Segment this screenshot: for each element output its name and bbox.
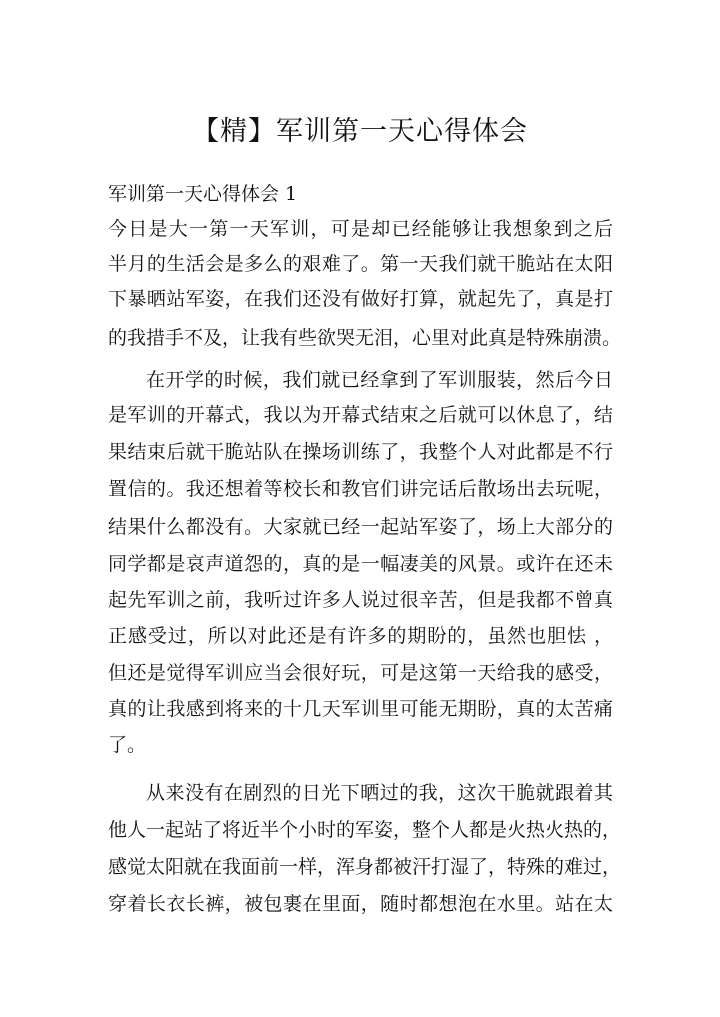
- section-heading: 军训第一天心得体会 1: [108, 183, 298, 205]
- text-line: 在开学的时候，我们就已经拿到了军训服装，然后今日: [146, 369, 613, 391]
- text-line: 感觉太阳就在我面前一样，浑身都被汗打湿了，特殊的难过，: [108, 856, 622, 878]
- text-line: 的我措手不及，让我有些欲哭无泪，心里对此真是特殊崩溃。: [108, 327, 622, 349]
- text-line: 结果什么都没有。大家就已经一起站军姿了，场上大部分的: [108, 516, 613, 538]
- text-line: 起先军训之前，我听过许多人说过很辛苦，但是我都不曾真: [108, 589, 613, 611]
- text-line: 今日是大一第一天军训，可是却已经能够让我想象到之后: [108, 218, 613, 240]
- text-line: 他人一起站了将近半个小时的军姿，整个人都是火热火热的，: [108, 819, 622, 841]
- text-line: 真的让我感到将来的十几天军训里可能无期盼，真的太苦痛: [108, 698, 613, 720]
- text-line: 下暴晒站军姿，在我们还没有做好打算，就起先了，真是打: [108, 288, 613, 310]
- page-title: 【精】军训第一天心得体会: [192, 116, 528, 147]
- text-line: 了。: [108, 734, 147, 756]
- text-line: 果结束后就干脆站队在操场训练了，我整个人对此都是不行: [108, 441, 613, 463]
- text-line: 从来没有在剧烈的日光下晒过的我，这次干脆就跟着其: [146, 782, 613, 804]
- text-line: 置信的。我还想着等校长和教官们讲完话后散场出去玩呢，: [108, 478, 613, 500]
- text-line: 但还是觉得军训应当会很好玩，可是这第一天给我的感受，: [108, 662, 613, 684]
- text-line: 半月的生活会是多么的艰难了。第一天我们就干脆站在太阳: [108, 253, 613, 275]
- text-line: 同学都是哀声道怨的，真的是一幅凄美的风景。或许在还未: [108, 553, 613, 575]
- text-line: 穿着长衣长裤，被包裹在里面，随时都想泡在水里。站在太: [108, 893, 613, 915]
- text-line: 是军训的开幕式，我以为开幕式结束之后就可以休息了，结: [108, 404, 613, 426]
- text-line: 正感受过，所以对此还是有许多的期盼的，虽然也胆怯 ，: [108, 625, 613, 647]
